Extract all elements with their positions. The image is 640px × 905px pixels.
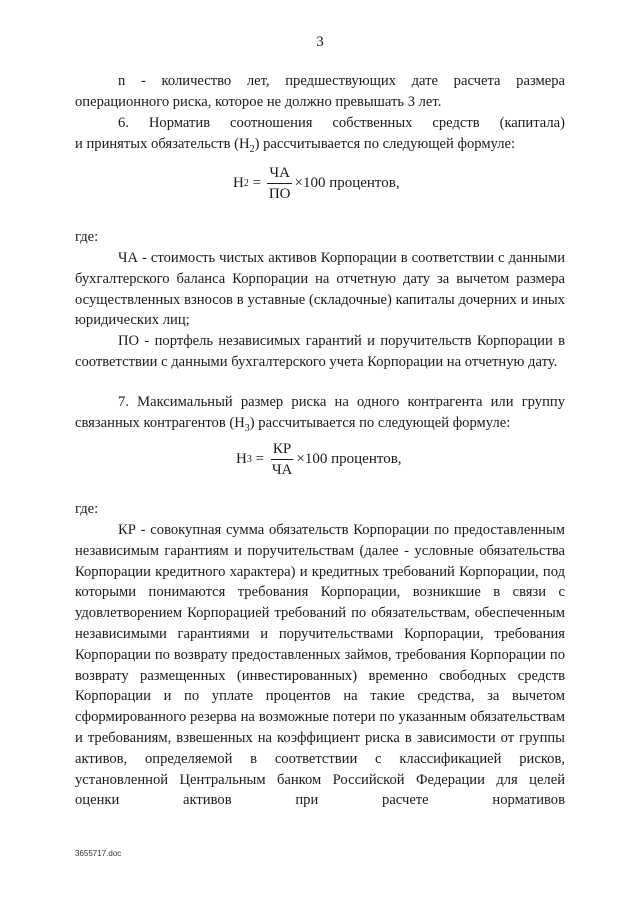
formula-h2-tail: ×100 процентов,	[294, 175, 400, 191]
formula-h3-denominator: ЧА	[271, 462, 293, 478]
item6-line1: 6. Норматив соотношения собственных средств (капитала)	[118, 115, 565, 131]
formula-h3	[236, 440, 402, 479]
where-label-1: где:	[75, 229, 99, 245]
formula-h2-denominator: ПО	[268, 186, 291, 202]
formula-h3-numerator: КР	[271, 440, 293, 460]
formula-h2-fraction	[267, 164, 293, 203]
formula-h3-fraction	[270, 440, 295, 479]
formula-h2-lhs-sub: 2	[243, 178, 249, 189]
item6-line2	[75, 134, 565, 161]
item6-line2-pre: и принятых обязательств (Н	[75, 136, 250, 152]
definition-kr: КР - совокупная сумма обязательств Корпорации по предоставленным независимым гарантиям и поручительствам (далее - условные обязательства Корпорации кредитного характера) и кредитных требований Корпорации, под которыми понимаются требования Корпорации, возникшие в связи с удовлетворением Корпорацией требований по обязательствам, обеспеченным независимыми гарантиями и поручительствами Корпорации, требования Корпорации по возврату предоставленных займов, требования Корпорации по возврату размещенных (инвестированных) временно свободных средств Корпорации и по уплате процентов на такие средства, за вычетом сформированного резерва на возможные потери по указанным обязательствам и требованиям, взвешенных на коэффициент риска в зависимости от группы активов, определяемой в соответствии с классификацией рисков, установленной Центральным банком Российской Федерации для целей оценки активов при расчете нормативов	[75, 522, 565, 809]
formula-h2-eq: =	[248, 175, 265, 191]
formula-h3-tail: ×100 процентов,	[296, 451, 402, 467]
formula-h3-lhs: Н	[236, 451, 247, 467]
item7-line2-pre: связанных контрагентов (Н	[75, 415, 245, 431]
item6-line2-post: ) рассчитывается по следующей формуле:	[254, 136, 516, 152]
definition-po: ПО - портфель независимых гарантий и поручительств Корпорации в соответствии с данными бухгалтерского учета Корпорации на отчетную дату.	[75, 333, 565, 370]
formula-h3-lhs-sub: 3	[246, 454, 252, 465]
item6-line2-sub: 2	[249, 143, 255, 155]
item7-line2-sub: 3	[244, 422, 250, 434]
formula-h2-lhs: Н	[233, 175, 244, 191]
definition-cha: ЧА - стоимость чистых активов Корпорации в соответствии с данными бухгалтерского баланса Корпорации на отчетную дату за вычетом размера осуществленных взносов в уставные (складочные) капиталы дочерних и иных юридических лиц;	[75, 250, 565, 329]
where-label-2: где:	[75, 501, 99, 517]
formula-h2	[233, 164, 400, 203]
item7-line2	[75, 413, 565, 440]
page-number: 3	[316, 34, 324, 50]
formula-h2-numerator: ЧА	[267, 164, 292, 184]
document-code: 3655717.doc	[75, 849, 122, 858]
para-n-line2: операционного риска, которое не должно превышать 3 лет.	[75, 94, 442, 110]
formula-h3-eq: =	[251, 451, 268, 467]
item7-line2-post: ) рассчитывается по следующей формуле:	[249, 415, 511, 431]
item7-line1: 7. Максимальный размер риска на одного контрагента или группу	[118, 394, 565, 410]
para-n-line1: n - количество лет, предшествующих дате расчета размера	[118, 73, 565, 89]
